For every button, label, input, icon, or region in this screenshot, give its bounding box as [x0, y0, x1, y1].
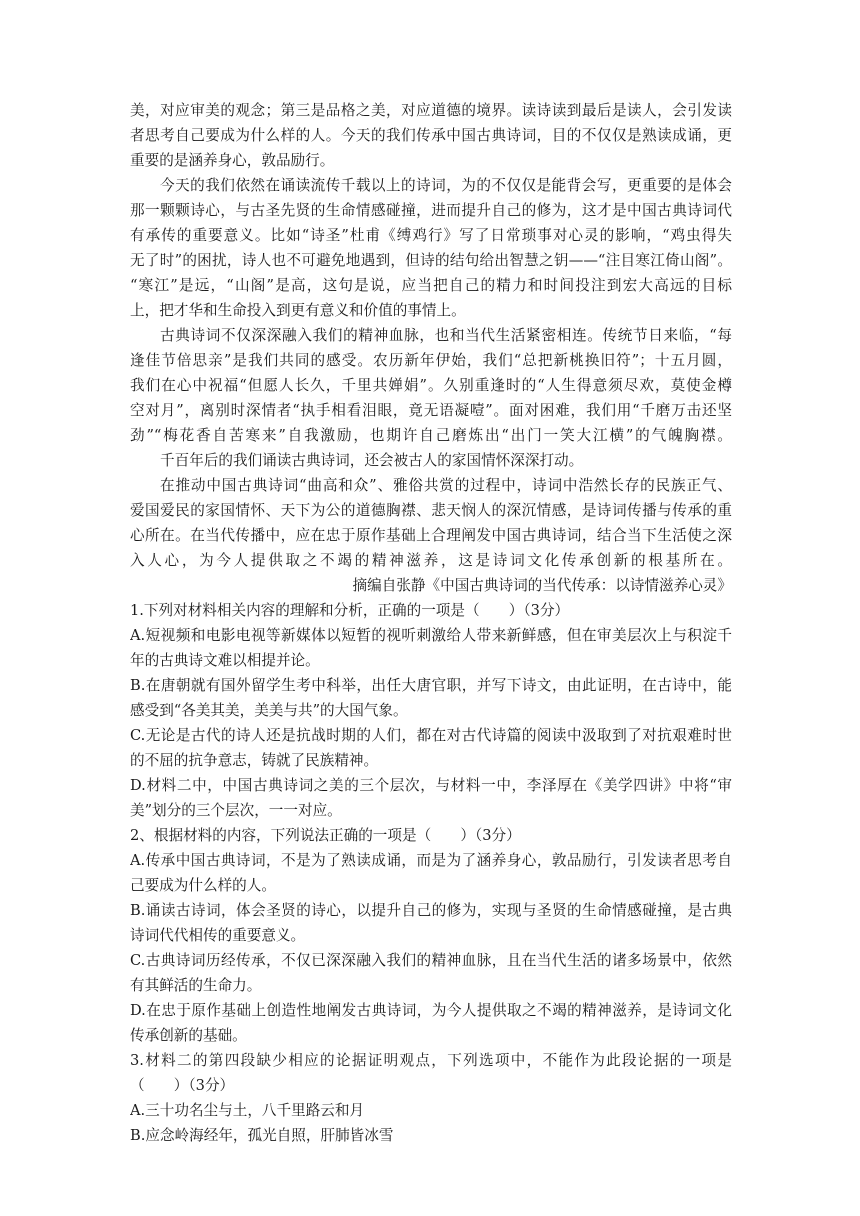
text-line: 劲”“梅花香自苦寒来”自我激励，也期许自己磨炼出“出门一笑大江横”的气魄胸襟。	[130, 427, 732, 444]
question-stem: 3.材料二的第四段缺少相应的论据证明观点，下列选项中，不能作为此段论据的一项是	[130, 1052, 732, 1069]
text-line: 入人心，为今人提供取之不竭的精神滋养，这是诗词文化传承创新的根基所在。	[130, 552, 732, 569]
question-stem: 1.下列对材料相关内容的理解和分析，正确的一项是（ ）（3分）	[130, 602, 570, 619]
source-citation: 摘编自张静《中国古典诗词的当代传承：以诗情滋养心灵》	[352, 577, 732, 594]
text-line: 年的古典诗文难以相提并论。	[130, 652, 320, 669]
text-line: 古典诗词不仅深深融入我们的精神血脉，也和当代生活紧密相连。传统节日来临，“每	[160, 327, 732, 344]
text-line: （ ）（3分）	[130, 1077, 235, 1094]
text-line: 美，对应审美的观念；第三是品格之美，对应道德的境界。读诗读到最后是读人，会引发读	[130, 102, 732, 119]
text-line: 我们在心中祝福“但愿人长久，千里共婵娟”。久别重逢时的“人生得意须尽欢，莫使金樽	[130, 377, 732, 394]
text-line: 重要的是涵养身心，敦品励行。	[130, 152, 335, 169]
question-stem: 2、根据材料的内容，下列说法正确的一项是（ ）（3分）	[130, 827, 521, 844]
text-line: 空对月”，离别时深情者“执手相看泪眼，竟无语凝噎”。面对困难，我们用“千磨万击还坚	[130, 402, 732, 419]
answer-option: B.在唐朝就有国外留学生考中科举，出任大唐官职，并写下诗文，由此证明，在古诗中，能	[130, 677, 732, 694]
answer-option: C.古典诗词历经传承，不仅已深深融入我们的精神血脉，且在当代生活的诸多场景中，依然	[130, 952, 732, 969]
answer-option: A.短视频和电影电视等新媒体以短暂的视听刺激给人带来新鲜感，但在审美层次上与积淀千	[130, 627, 732, 644]
answer-option: A.三十功名尘与土，八千里路云和月	[130, 1102, 365, 1119]
text-line: 己要成为什么样的人。	[130, 877, 276, 894]
answer-option: D.材料二中，中国古典诗词之美的三个层次，与材料一中，李泽厚在《美学四讲》中将“审	[130, 777, 732, 794]
text-line: 者思考自己要成为什么样的人。今天的我们传承中国古典诗词，目的不仅仅是熟读成诵，更	[130, 127, 732, 144]
document-body	[130, 98, 732, 1148]
text-line: 诗词代代相传的重要意义。	[130, 927, 306, 944]
text-line: 上，把才华和生命投入到更有意义和价值的事情上。	[130, 302, 466, 319]
text-line: “寒江”是远，“山阁”是高，这句是说，应当把自己的精力和时间投注到宏大高远的目标	[130, 277, 732, 294]
answer-option: D.在忠于原作基础上创造性地阐发古典诗词，为今人提供取之不竭的精神滋养，是诗词文化	[130, 1002, 732, 1019]
text-line: 那一颗颗诗心，与古圣先贤的生命情感碰撞，进而提升自己的修为，这才是中国古典诗词代	[130, 202, 732, 219]
text-line: 无了时”的困扰，诗人也不可避免地遇到，但诗的结句给出智慧之钥——“注目寒江倚山阁”。	[130, 252, 732, 269]
text-line: 有其鲜活的生命力。	[130, 977, 262, 994]
text-line: 的不屈的抗争意志，铸就了民族精神。	[130, 752, 379, 769]
text-line: 今天的我们依然在诵读流传千载以上的诗词，为的不仅仅是能背会写，更重要的是体会	[160, 177, 732, 194]
answer-option: A.传承中国古典诗词，不是为了熟读成诵，而是为了涵养身心，敦品励行，引发读者思考自	[130, 852, 732, 869]
text-line: 美”划分的三个层次，一一对应。	[130, 802, 342, 819]
text-line: 逢佳节倍思亲”是我们共同的感受。农历新年伊始，我们“总把新桃换旧符”；十五月圆，	[130, 352, 732, 369]
answer-option: B.诵读古诗词，体会圣贤的诗心，以提升自己的修为，实现与圣贤的生命情感碰撞，是古典	[130, 902, 732, 919]
text-line: 千百年后的我们诵读古典诗词，还会被古人的家国情怀深深打动。	[160, 452, 584, 469]
text-line: 有承传的重要意义。比如“诗圣”杜甫《缚鸡行》写了日常琐事对心灵的影响，“鸡虫得失	[130, 227, 732, 244]
text-line: 在推动中国古典诗词“曲高和众”、雅俗共赏的过程中，诗词中浩然长存的民族正气、	[160, 477, 732, 494]
text-line: 传承创新的基础。	[130, 1027, 247, 1044]
answer-option: B.应念岭海经年，孤光自照，肝肺皆冰雪	[130, 1127, 394, 1144]
text-line: 心所在。在当代传播中，应在忠于原作基础上合理阐发中国古典诗词，结合当下生活使之深	[130, 527, 732, 544]
answer-option: C.无论是古代的诗人还是抗战时期的人们，都在对古代诗篇的阅读中汲取到了对抗艰难时世	[130, 727, 732, 744]
text-line: 爱国爱民的家国情怀、天下为公的道德胸襟、悲天悯人的深沉情感，是诗词传播与传承的重	[130, 502, 732, 519]
text-line: 感受到“各美其美，美美与共”的大国气象。	[130, 702, 408, 719]
